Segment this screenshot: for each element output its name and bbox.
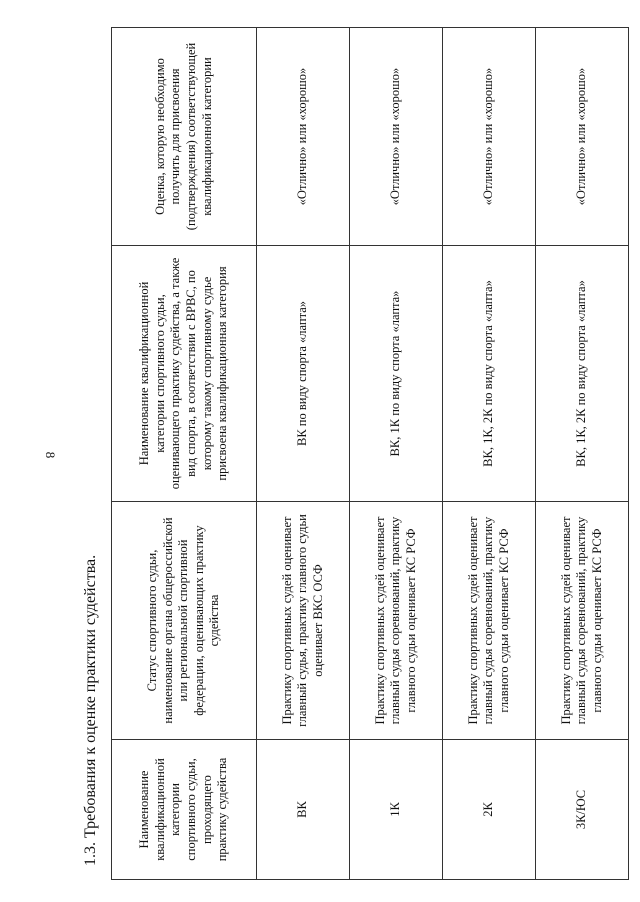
- cell-grade: «Отлично» или «хорошо»: [350, 28, 443, 246]
- header-evaluator: Наименование квалификационной категории спортивного судьи, оценивающего практику судейства, а также вид спорта, в соответствии с ВРВС, по которому такому спортивному судье присвоена квалификационная категория: [112, 246, 257, 502]
- table-row: [350, 28, 443, 880]
- table-header-row: [112, 28, 257, 880]
- cell-status: Практику спортивных судей оценивает главный судья, практику главного судьи оценивает ВКС ОСФ: [257, 502, 350, 740]
- cell-evaluator: ВК, 1К по виду спорта «лапта»: [350, 246, 443, 502]
- cell-grade: «Отлично» или «хорошо»: [536, 28, 629, 246]
- cell-category: 3К/ЮС: [536, 740, 629, 880]
- cell-category: ВК: [257, 740, 350, 880]
- cell-evaluator: ВК, 1К, 2К по виду спорта «лапта»: [536, 246, 629, 502]
- header-category: Наименование квалификационной категории спортивного судьи, проходящего практику судейства: [112, 740, 257, 880]
- table-row: [536, 28, 629, 880]
- cell-status: Практику спортивных судей оценивает главный судья соревнований, практику главного судьи оценивает КС РСФ: [536, 502, 629, 740]
- rotated-content: [71, 28, 631, 880]
- requirements-table: [111, 27, 629, 880]
- cell-category: 1К: [350, 740, 443, 880]
- cell-evaluator: ВК по виду спорта «лапта»: [257, 246, 350, 502]
- cell-grade: «Отлично» или «хорошо»: [257, 28, 350, 246]
- header-grade: Оценка, которую необходимо получить для присвоения (подтверждения) соответствующей квалификационной категории: [112, 28, 257, 246]
- cell-status: Практику спортивных судей оценивает главный судья соревнований, практику главного судьи оценивает КС РСФ: [443, 502, 536, 740]
- cell-evaluator: ВК, 1К, 2К по виду спорта «лапта»: [443, 246, 536, 502]
- cell-grade: «Отлично» или «хорошо»: [443, 28, 536, 246]
- cell-category: 2К: [443, 740, 536, 880]
- cell-status: Практику спортивных судей оценивает главный судья соревнований, практику главного судьи оценивает КС РСФ: [350, 502, 443, 740]
- page-number: 8: [43, 451, 58, 459]
- header-status: Статус спортивного судьи, наименование органа общероссийской или региональной спортивной федерации, оценивающих практику судейства: [112, 502, 257, 740]
- table-row: [257, 28, 350, 880]
- table-row: [443, 28, 536, 880]
- section-heading: 1.3. Требования к оценке практики судейства.: [82, 554, 99, 866]
